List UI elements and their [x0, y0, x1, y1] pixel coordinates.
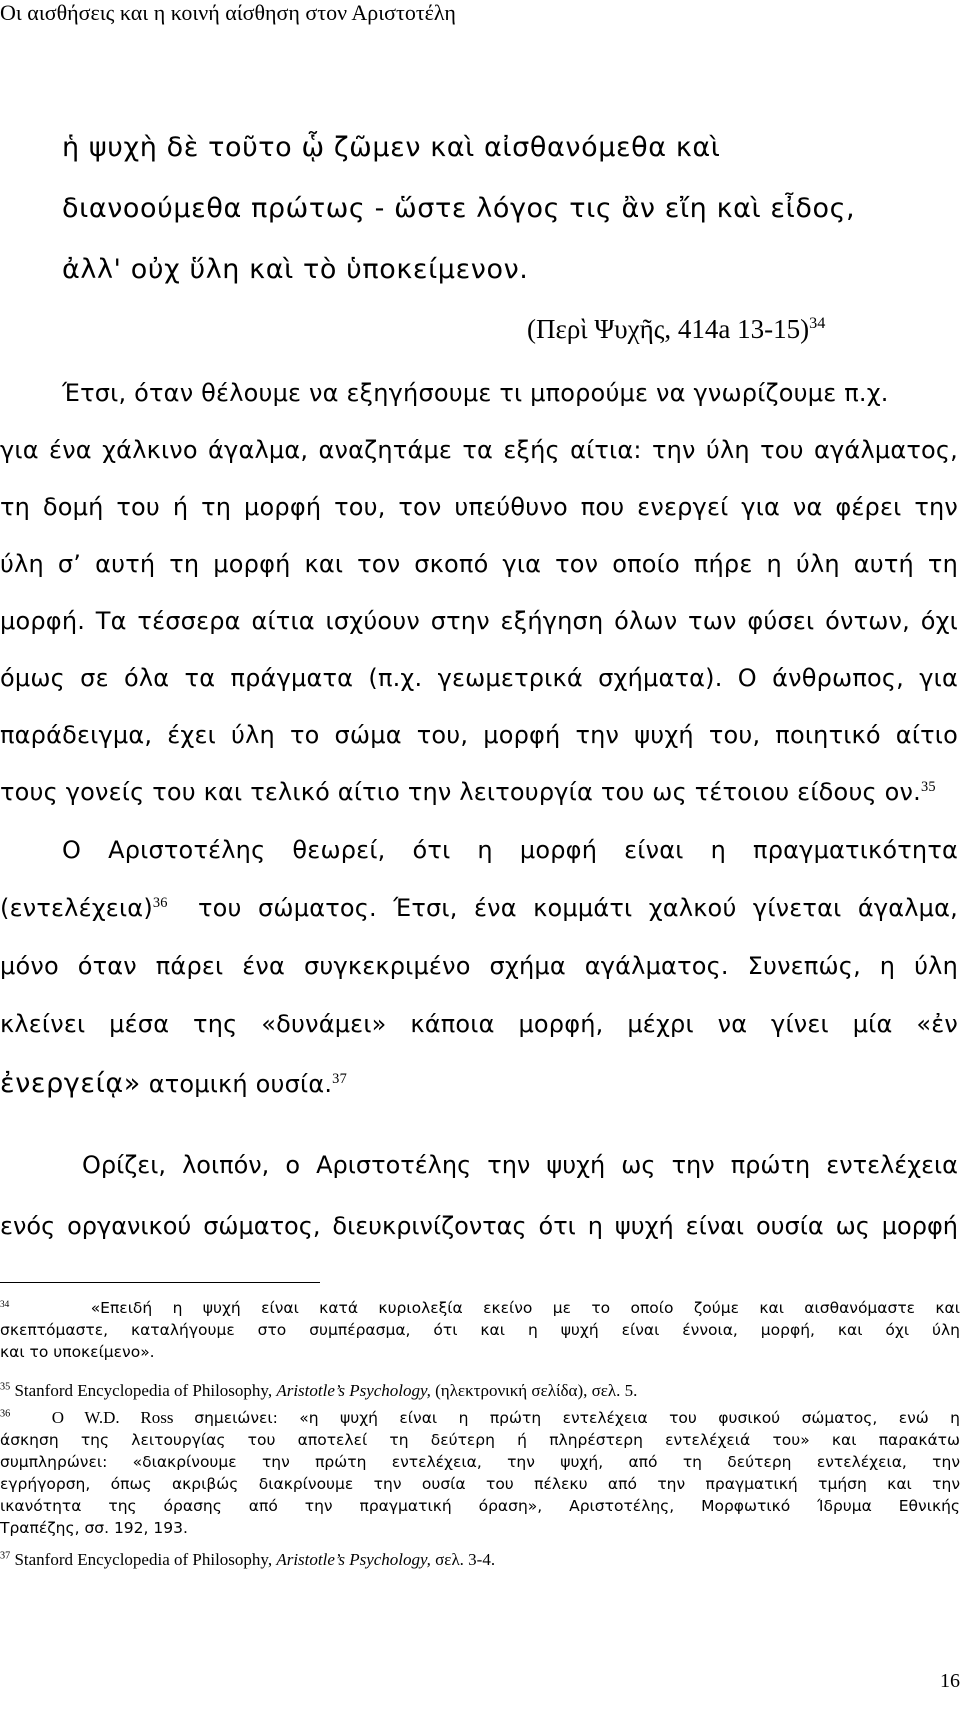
footnote-36-number: 36 [0, 1408, 11, 1420]
paragraph-3-line-1: Ορίζει, λοιπόν, ο Αριστοτέλης την ψυχή ως την πρώτη εντελέχεια [82, 1151, 958, 1179]
footnote-34-line-1: $^{34}$ «Επειδή η ψυχή είναι κατά κυριολεξία εκείνο με το οποίο ζούμε και αισθανόμαστε και [0, 1299, 960, 1317]
footnote-34-number: 34 [0, 1299, 10, 1310]
paragraph-1-line-7: παράδειγμα, έχει ύλη το σώμα του, μορφή την ψυχή του, ποιητικό αίτιο [0, 721, 958, 749]
footnote-ref-36: 36 [152, 895, 168, 911]
paragraph-1-line-6: όμως σε όλα τα πράγματα (π.χ. γεωμετρικά σχήματα). Ο άνθρωπος, για [0, 664, 958, 692]
paragraph-2-line-5 [0, 1068, 347, 1099]
citation-text: (Περὶ Ψυχῆς, 414a 13-15) [527, 314, 810, 344]
quote-citation [527, 314, 825, 345]
footnote-37-source: Stanford Encyclopedia of Philosophy, [14, 1550, 273, 1569]
footnote-37 [0, 1549, 960, 1571]
energeia-term: ἐνεργείᾳ» [0, 1068, 141, 1099]
quote-line-2: διανοούμεθα πρώτως - ὥστε λόγος τις ἂν εἴη καὶ εἶδος, [62, 193, 856, 224]
footnote-35-source: Stanford Encyclopedia of Philosophy, [14, 1381, 273, 1400]
footnote-36-line-5: ικανότητα της όρασης από την πραγματική όραση», Αριστοτέλης, Μορφωτικό Ίδρυμα Εθνικής [0, 1497, 960, 1515]
paragraph-1-line-4: ύλη σ’ αυτή τη μορφή και τον σκοπό για τον οποίο πήρε η ύλη αυτή τη [0, 550, 958, 578]
paragraph-1-line-3: τη δομή του ή τη μορφή του, τον υπεύθυνο που ενεργεί για να φέρει την [0, 493, 958, 521]
paragraph-2-line-2-text: του σώματος. Έτσι, ένα κομμάτι χαλκού γίνεται άγαλμα, [198, 894, 958, 922]
footnote-36-line-1: $^{36}$ O W.D. Ross σημειώνει: «η ψυχή είναι η πρώτη εντελέχεια του φυσικού σώματος, ενώ η [0, 1408, 960, 1427]
paragraph-1-line-8-text: τους γονείς του και τελικό αίτιο την λειτουργία του ως τέτοιου είδους ον. [0, 778, 921, 806]
footnote-34-line-2: σκεπτόμαστε, καταλήγουμε στο συμπέρασμα, ότι και η ψυχή είναι έννοια, μορφή, και όχι ύλη [0, 1321, 960, 1339]
footnote-36-line-2: άσκηση της λειτουργίας του αποτελεί τη δεύτερη ή πληρέστερη εντελέχειά του» και παρακάτω [0, 1431, 960, 1449]
paragraph-2-line-1: Ο Αριστοτέλης θεωρεί, ότι η μορφή είναι η πραγματικότητα [62, 836, 958, 864]
paragraph-1-line-1: Έτσι, όταν θέλουμε να εξηγήσουμε τι μπορούμε να γνωρίζουμε π.χ. [62, 379, 889, 407]
footnote-ref-37: 37 [332, 1071, 347, 1087]
footnote-35 [0, 1380, 960, 1402]
footnote-35-number: 35 [0, 1381, 11, 1393]
entelecheia-term: $(\varepsilon\nu\tau\varepsilon\lambda έ\chi\varepsilon\iota\alpha)^{36}$ [0, 894, 168, 922]
footnote-37-title: Aristotle’s Psychology, [276, 1550, 431, 1569]
page-number: 16 [940, 1670, 960, 1692]
footnote-36 [0, 1407, 960, 1539]
paragraph-3-line-2: ενός οργανικού σώματος, διευκρινίζοντας ότι η ψυχή είναι ουσία ως μορφή [0, 1212, 958, 1240]
footnote-36-line-4: εγρήγορση, όπως ακριβώς διακρίνουμε την ουσία του πέλεκυ από την πραγματική τμήση και την [0, 1475, 960, 1493]
paragraph-2-line-3: μόνο όταν πάρει ένα συγκεκριμένο σχήμα αγάλματος. Συνεπώς, η ύλη [0, 952, 958, 980]
footnote-35-rest: (ηλεκτρονική σελίδα), σελ. 5. [435, 1381, 638, 1400]
footnote-separator [0, 1282, 320, 1283]
footnote-37-number: 37 [0, 1550, 11, 1562]
paragraph-1-line-2: για ένα χάλκινο άγαλμα, αναζητάμε τα εξής αίτια: την ύλη του αγάλματος, [0, 436, 958, 464]
paragraph-2-line-2 [0, 894, 958, 922]
footnote-35-title: Aristotle’s Psychology, [276, 1381, 431, 1400]
footnote-36-line-6: Τραπέζης, σσ. 192, 193. [0, 1519, 188, 1537]
footnote-ref-34: 34 [809, 314, 826, 332]
page-header: Οι αισθήσεις και η κοινή αίσθηση στον Αριστοτέλη [0, 0, 456, 25]
paragraph-2-line-5-text: ατομική ουσία. [148, 1070, 333, 1098]
footnote-ref-35: 35 [920, 779, 936, 795]
footnote-36-line-3: συμπληρώνει: «διακρίνουμε την πρώτη εντελέχεια, την ψυχή, από τη δεύτερη εντελέχεια, την [0, 1453, 960, 1471]
footnote-34 [0, 1297, 960, 1363]
paragraph-1-line-8 [0, 778, 936, 806]
footnote-34-line-3: και το υποκείμενο». [0, 1343, 155, 1361]
paragraph-1-line-5: μορφή. Τα τέσσερα αίτια ισχύουν στην εξήγηση όλων των φύσει όντων, όχι [0, 607, 958, 635]
paragraph-2-line-4: κλείνει μέσα της «δυνάμει» κάποια μορφή, μέχρι να γίνει μία «ἐν [0, 1010, 958, 1038]
quote-line-3: ἀλλ' οὐχ ὕλη καὶ τὸ ὑποκείμενον. [62, 254, 529, 285]
footnote-37-rest: σελ. 3-4. [435, 1550, 496, 1569]
quote-line-1: ἡ ψυχὴ δὲ τοῦτο ᾧ ζῶμεν καὶ αἰσθανόμεθα καὶ [62, 132, 721, 163]
